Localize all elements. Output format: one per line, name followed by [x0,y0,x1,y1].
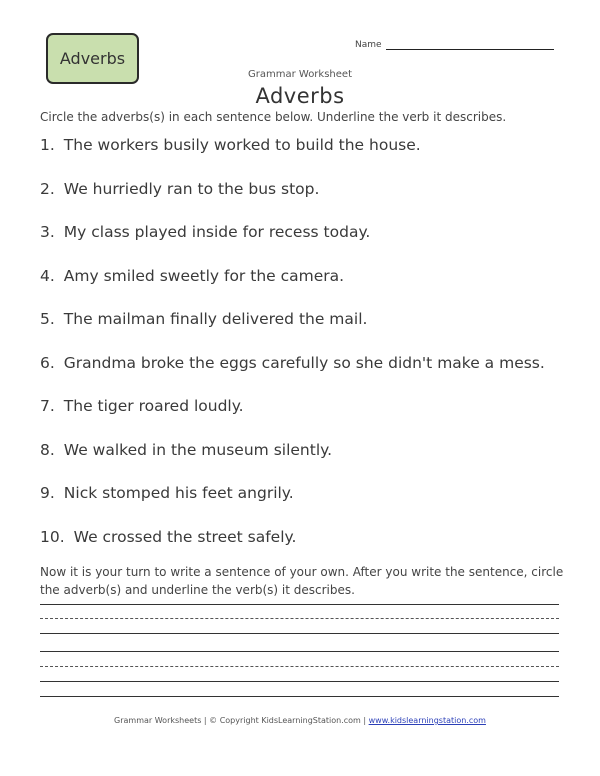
sentence-item [40,481,545,525]
sentence-number: 6. [40,353,55,372]
sentence-text: Grandma broke the eggs carefully so she didn't make a mess. [63,353,545,372]
footer-website-link[interactable]: www.kidslearningstation.com [368,716,486,725]
sentence-text: My class played inside for recess today. [63,223,371,241]
worksheet-subtitle: Grammar Worksheet [248,69,352,80]
sentence-number: 10. [40,527,65,546]
sentence-item [40,525,545,569]
instructions: Circle the adverbs(s) in each sentence below. Underline the verb it describes. [40,110,507,124]
sentence-text: The workers busily worked to build the house. [63,136,421,154]
name-label: Name [355,40,382,50]
sentence-text: We hurriedly ran to the bus stop. [63,179,320,198]
sentence-number: 4. [40,266,55,285]
writing-line-dashed [40,666,559,667]
writing-line-solid [40,633,559,634]
sentence-item [40,394,545,438]
sentence-item [40,133,545,177]
sentence-number: 2. [40,179,55,198]
writing-line-solid [40,696,559,697]
sentence-text: The tiger roared loudly. [63,397,244,415]
name-blank-line [386,40,554,50]
sentence-text: Nick stomped his feet angrily. [63,484,294,502]
footer [0,716,600,725]
page-title: Adverbs [255,84,345,108]
sentence-number: 8. [40,440,55,459]
writing-line-dashed [40,618,559,619]
badge-label: Adverbs [59,49,126,68]
sentence-text: We walked in the museum silently. [63,440,333,459]
writing-line-solid [40,651,559,652]
sentence-number: 5. [40,310,55,328]
writing-line-solid [40,604,559,605]
sentence-text: The mailman finally delivered the mail. [63,310,368,328]
own-sentence-instructions: Now it is your turn to write a sentence of your own. After you write the sentence, circle the adverb(s) and underline the verb(s) it describes. [40,565,564,597]
sentence-text: We crossed the street safely. [73,527,297,546]
sentence-item [40,177,545,221]
sentence-text: Amy smiled sweetly for the camera. [63,266,345,285]
sentence-item [40,351,545,395]
footer-copyright: Grammar Worksheets | © Copyright KidsLearningStation.com | [114,716,369,725]
sentence-number: 7. [40,397,55,415]
sentence-number: 3. [40,223,55,241]
writing-line-solid [40,681,559,682]
sentence-number: 9. [40,484,55,502]
sentence-item [40,264,545,308]
sentence-number: 1. [40,136,55,154]
name-field [355,40,554,50]
sentence-item [40,307,545,351]
sentence-item [40,438,545,482]
sentence-list [40,133,545,568]
sentence-item [40,220,545,264]
